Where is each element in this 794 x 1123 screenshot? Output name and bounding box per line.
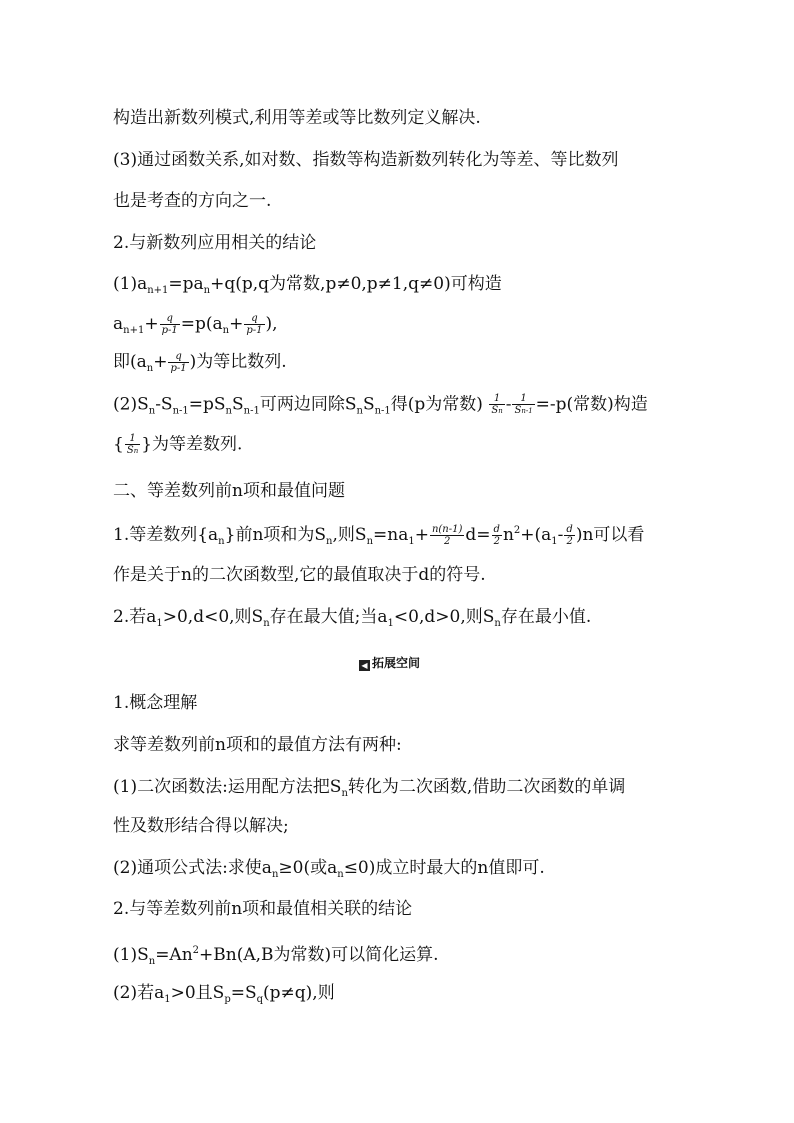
formula-line-4: $(2)S_n-S_{n-1}=pS_nS_{n-1}$可两边同除$S_nS_{n-1}$得(p为常数) $\frac{1}{Sn}$ - $\frac{1}{Sn-1}$ =-p(常数)构造 (113, 393, 648, 417)
section-heading-part-two: 二、等差数列前n项和最值问题 (113, 481, 345, 501)
speaker-icon: ◀ (359, 660, 370, 671)
formula-line-10: $(1)S_n=An^2+Bn(A,B$为常数)可以简化运算. (113, 945, 439, 967)
fraction-d-over-2: $\frac{d}{2}$ (493, 524, 500, 547)
text-line-1: 构造出新数列模式,利用等差或等比数列定义解决. (113, 108, 481, 128)
formula-line-8: (1)二次函数法:运用配方法把$S_n$转化为二次函数,借助二次函数的单调 (113, 777, 626, 799)
fraction-q-over-p-minus-1: $\frac{q}{p-1}$ (161, 313, 178, 336)
formula-line-5: { $\frac{1}{Sn}$ }为等差数列. (113, 433, 243, 456)
fraction-d-over-2: $\frac{d}{2}$ (566, 524, 573, 547)
fraction-1-over-sn: $\frac{1}{Sn}$ (126, 433, 139, 456)
formula-line-2: $a_{n+1}+$ $\frac{q}{p-1}$ $=p(a_n+$ $\frac{q}{p-1}$ ), (113, 313, 278, 336)
text-line-17: 性及数形结合得以解决; (113, 816, 289, 836)
text-line-15: 求等差数列前n项和的最值方法有两种: (113, 735, 402, 755)
fraction-n-n-minus-1-over-2: $\frac{n(n-1)}{2}$ (431, 524, 463, 547)
fraction-1-over-sn: $\frac{1}{Sn}$ (491, 393, 503, 416)
section-heading-conclusions: 2.与等差数列前n项和最值相关联的结论 (113, 899, 413, 919)
formula-line-1: $(1)a_{n+1}=pa_n+q(p,q$为常数,p≠0,p≠1,q≠0)可构造 (113, 274, 502, 296)
fraction-q-over-p-minus-1: $\frac{q}{p-1}$ (246, 313, 263, 336)
text-line-12: 作是关于n的二次函数型,它的最值取决于d的符号. (113, 565, 486, 585)
formula-line-3: 即($a_n+$ $\frac{q}{p-1}$ )为等比数列. (113, 351, 287, 374)
fraction-q-over-p-minus-1: $\frac{q}{p-1}$ (170, 351, 187, 374)
text-line-2: (3)通过函数关系,如对数、指数等构造新数列转化为等差、等比数列 (113, 150, 619, 170)
text-line-3: 也是考查的方向之一. (113, 191, 272, 211)
formula-line-7: 2.若$a_1>0,d<0$,则$S_n$存在最大值;当$a_1<0,d>0$,则$S_n$存在最小值. (113, 607, 592, 629)
formula-line-9: (2)通项公式法:求使$a_n\ge 0$(或$a_n\le 0$)成立时最大的n值即可. (113, 858, 545, 880)
expansion-space-badge: ◀ 拓展空间 (359, 655, 420, 671)
fraction-1-over-sn-minus-1: $\frac{1}{Sn-1}$ (514, 393, 533, 416)
formula-line-6: 1.等差数列$\{a_n\}$前n项和为$S_n$,则$S_n=na_1+$ $\frac{n(n-1)}{2}$ d= $\frac{d}{2}$ $n^2+(a_1-$ $\frac{d}{2}$ )n可以看 (113, 524, 645, 547)
section-heading-new-sequence-conclusions: 2.与新数列应用相关的结论 (113, 233, 317, 253)
formula-line-11: (2)若$a_1>0$且$S_p=S_q(p\ne q)$,则 (113, 983, 335, 1005)
section-heading-concept: 1.概念理解 (113, 693, 198, 713)
